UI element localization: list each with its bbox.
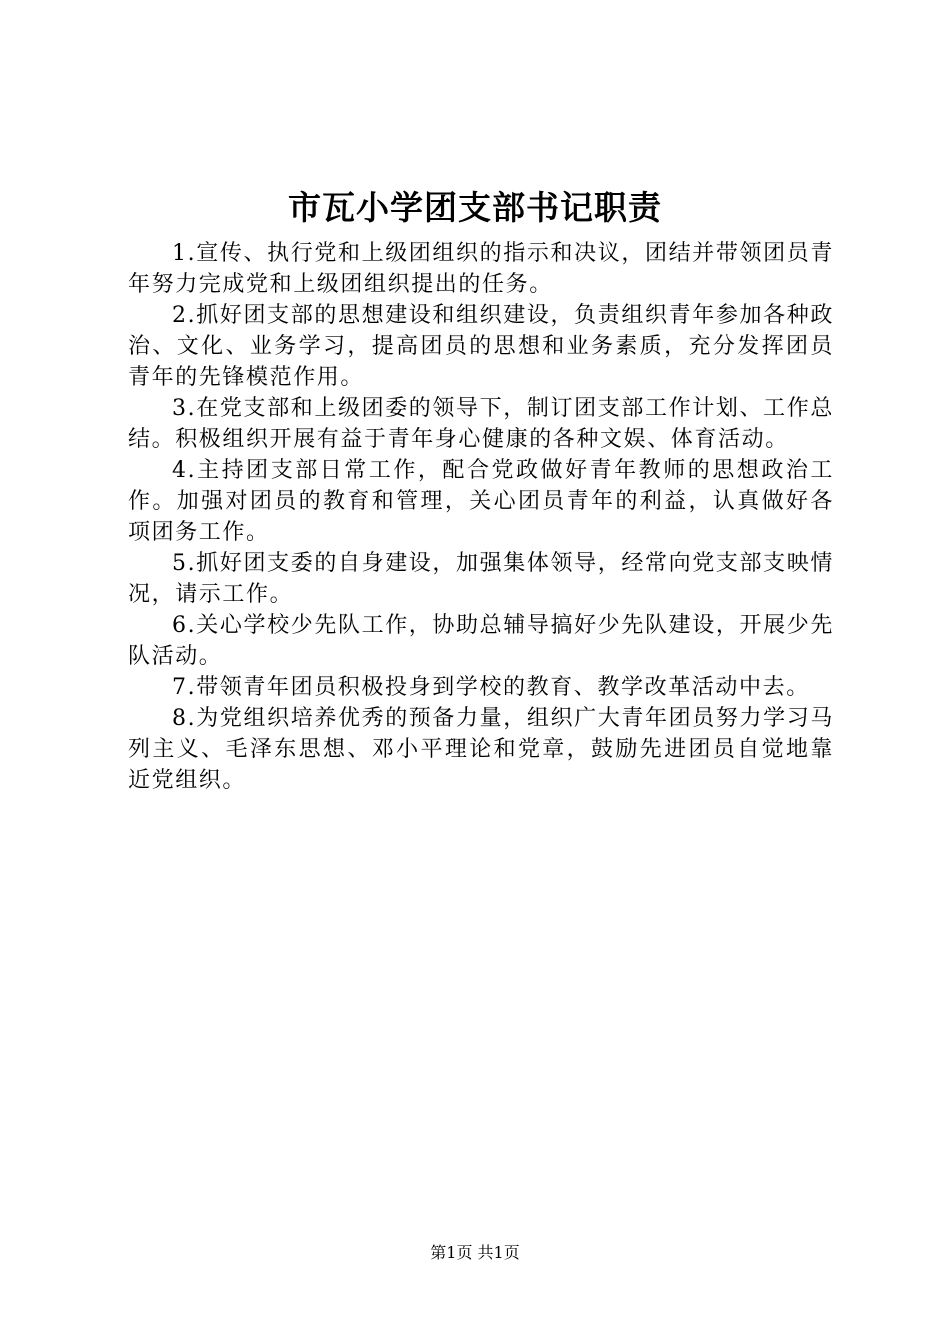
document-title: 市瓦小学团支部书记职责 — [288, 188, 662, 227]
duty-paragraph-1: 1.宣传、执行党和上级团组织的指示和决议，团结并带领团员青年努力完成党和上级团组织提出的任务。 — [128, 241, 834, 297]
duty-paragraph-3: 3.在党支部和上级团委的领导下，制订团支部工作计划、工作总结。积极组织开展有益于青年身心健康的各种文娱、体育活动。 — [128, 396, 834, 452]
duty-paragraph-8: 8.为党组织培养优秀的预备力量，组织广大青年团员努力学习马列主义、毛泽东思想、邓小平理论和党章，鼓励先进团员自觉地靠近党组织。 — [128, 706, 834, 793]
duty-paragraph-2: 2.抓好团支部的思想建设和组织建设，负责组织青年参加各种政治、文化、业务学习，提高团员的思想和业务素质，充分发挥团员青年的先锋模范作用。 — [128, 303, 834, 390]
duty-paragraph-7: 7.带领青年团员积极投身到学校的教育、教学改革活动中去。 — [172, 675, 810, 700]
document-body — [128, 238, 834, 796]
page-number-footer: 第1页 共1页 — [430, 1243, 520, 1262]
duty-paragraph-5: 5.抓好团支委的自身建设，加强集体领导，经常向党支部支映情况，请示工作。 — [128, 551, 834, 607]
duty-paragraph-6: 6.关心学校少先队工作，协助总辅导搞好少先队建设，开展少先队活动。 — [128, 613, 834, 669]
duty-paragraph-4: 4.主持团支部日常工作，配合党政做好青年教师的思想政治工作。加强对团员的教育和管理，关心团员青年的利益，认真做好各项团务工作。 — [128, 458, 834, 545]
